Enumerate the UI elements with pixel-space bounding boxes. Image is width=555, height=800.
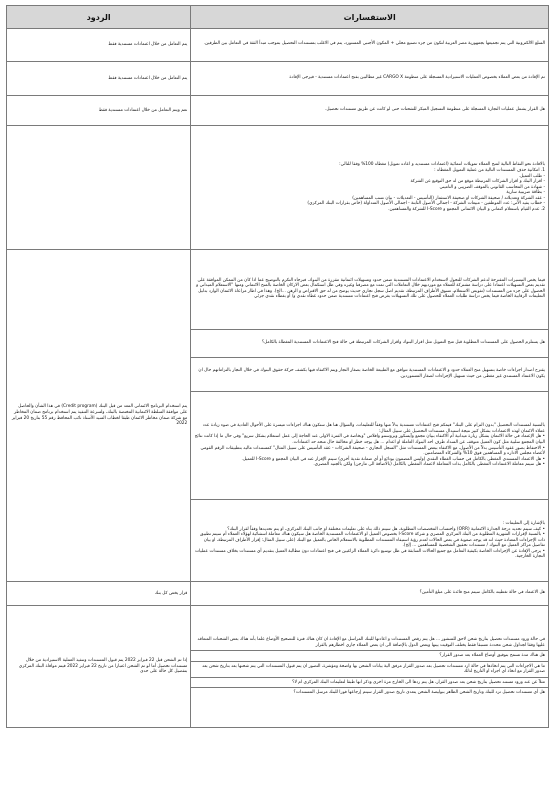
table-row [7, 96, 549, 126]
answer-cell: يتم التعامل من خلال اعتمادات مستندية فقط [7, 62, 191, 96]
question-cell [191, 582, 549, 606]
table-row [7, 606, 549, 728]
question-text: 2. عدم القيام باستعلام ائتماني و البيان الائتماني المجمع و I-Score للشركة والمساهمين. [388, 207, 545, 213]
question-cell [191, 96, 549, 126]
question-cell [191, 392, 549, 500]
question-text: هل الاعتماد في حالة تغطيته بالكامل سيتم منح فائدة على مبلغ التأمين؟ [419, 589, 545, 595]
table-row [7, 29, 549, 62]
question-text: • يرجى الإفادة عن الإجراءات الخاصة بكيفية التعامل مع جميع الحالات السابقة في ظل توسيع دائرة العملاء الراغبين في فتح اعتمادات دون مطالبة العميل بتقديم أي مستندات بخلاف مستندات عمليات التجارة الخارجية. [194, 548, 545, 560]
answer-cell: نعم ويتم التعامل من خلال اعتمادات مستندية فقط [7, 96, 191, 126]
question-text: هل القرار يشمل عمليات التجارة المسجلة على منظومة التسجيل المبكر للشحنات حتى لو كانت عن طريق مستندات تحصيل. [324, 106, 545, 112]
question-text: - شهادة من المحاسب القانوني بالموقف الضريبي و التاميني [439, 184, 545, 190]
question-text: هل هناك مدة تسمح بتوفيق أوضاع العملاء بعد صدور القرار؟ [191, 651, 548, 662]
question-text: هل أي مستندات تحصيل ترد للبنك وتاريخ الشحن الظاهر ببوليصة الشحن يتعدى تاريخ صدور القرار سيتم إرجاعها فورا للبنك مرسل المستندات؟ [293, 690, 545, 696]
table-row [7, 250, 549, 330]
answer-cell [7, 126, 191, 250]
answer-cell [7, 250, 191, 582]
answer-text: يتم استخدام البرنامج الائتماني المعد من قبل البنك (Credit program) في هذا الشأن والحاصل على موافقة السلطة الائتمانية المختصة بالبنك، ولسرعة التنفيذ يتم استخدام برنامج ضمان المخاطر مع شركة ضمان مخاطر الائتمان طبقا لخطاب السيد الأستاذ نائب المحافظ رقم 55 بتاريخ 20 فبراير 2022 [11, 404, 188, 427]
question-text: هل يستلزم الحصول على المستندات المطلوبة قبل منح التمويل مثل اقرار البنوك واقرار الشركات المرتبطة في حالة فتح الاعتمادات المستندية المغطاة بالكامل؟ [261, 339, 545, 345]
question-text: السلع الالكترونية التي يتم تجميعها بجمهورية مصر العربية لتكون من جزء تصنيع محلي + المكون الأجنبي المستورد، يتم في الاغلب بمستندات التحصيل بموجب مبدأ الثقة في التعامل بين الطرفين. [203, 41, 545, 47]
question-text: - عقد الشركة وتعديلاته / صحيفة الشركات او صحيفة الاستثمار (التأسيس - التعديلات - بيان نسب المساهمين) [352, 195, 545, 201]
question-cell [191, 62, 549, 96]
question-text: ما هي الاجراءات التي يتم اتخاذها في حالة ارد مستندات تحصيل بعد صدور القرار مرفق الية بيانات الشحن بها واضحة ومؤشرة، التصور ان يتم قبول المستندات التي يتم شحنها بعد بتاريخ شحن بعد صدور القرار مع اتخاذ اي اجراء او التاريخ لذلك [191, 662, 548, 678]
question-text: فيما يخص التيسيرات المقترحة لدعم الشركات للتحول لاستخدام الاعتمادات المستندية ضمن حدود وتسهيلات ائتمانية مقررة من البنوك، فبرجاء التكرم بالتوضيح عما اذا كان من الممكن الموافقة على تقديم بعض التسهيلات اعتمادا على دراسة مشتركة للعملاء مع مورديهم خلال التعاملات التي تمت مع مصرفنا وغيره وفي ظل استكمال بعض الاركان الخاصة بالمنح الائتماني ومنها "الاستعلام الميداني و الحصول على جزء من المستندات (تفويض الاستعلام، تسوق الأطراف المرتبطة، تقديم اصل سجل تجاري حديث يوضح من له حق الاقتراض و الرهن ...الخ). وهذا في اطار مراعاة الائتمان الوارد بدليل التعليمات الرقابية الخاصة فيما يخص دراسة طلبات العملاء للحصول على تلك التسهيلات بغرض فتح اعتمادات مستندية ضمن حدود غطاء نقدي و/ أو بغطاء نقدي جزئي [196, 277, 545, 300]
question-text: • الاحتفاظ بصور عقود التأسيس بدلاً من الأصول، مع الاكتفاء ببعض المستندات مثل "السجل التجاري - صحيفة الشركات - عقد التأسيس على سبيل المثال" كمستندات ماليه بتطبيقات الرقم القومي لأعضاء مجلس الاداره و المساهمين فوق 10% والشركاء المتضامنين. [200, 445, 545, 457]
questions-header: الاستفسارات [191, 6, 549, 29]
question-text: • بالنسبة لإقرارات الشهرية المطلوبة من البنك المركزي المصري و شركة I-Score بخصوص العميل او الاعتمادات المستندية الخاصة هل سيكون هناك معاملة استثنائية لهؤلاء العملاء أم سيتم تطبيق ذات الإجراءات المعتادة حيث انه قد يوجد صعوبة في بعض الحالات لعدم رؤية استيفاء المستندات المطلوبة بالاستعلام الخاص بالعميل مع البنك (على سبيل المثال: إقرار الأطراف المرتبطة، او بيان تفاصيل مراكز العميل مع البنوك / مستندات تحقيق الشخصية للمساهمين ... إلخ). [200, 532, 545, 549]
question-text: • هل الإعتماد في حالة الائتمان بشكل زيارة ميدانية أم الاكتفاء ببيان مجمع وآيسكور وبروسنتو وافلاس "وبخاصة في الفترة الاولى عند الحاجة إلى عمل استعلام بشكل سريع" وفي حال ما إذا كانت نتائج البيان المجمع سلبية مثل كون العميل متوقف عن السداد طرف احد البنوك العاملة او اعدام ... هل يوجد خطر او مخالفة حال منحه حد اعتمادات. [194, 434, 545, 445]
question-text: • هل الاعتماد المستندي المغطى بالكامل في حساب الغطاء النقدي (وليس المضمون بودائع أو أي ضمانة نقدية أخرى) سيتم الإقرار عنه في البيان المجمع و I-Score للعميل. [241, 456, 545, 462]
answers-header: الردود [7, 6, 191, 29]
table-row [7, 62, 549, 96]
question-cell [191, 500, 549, 582]
question-text: بالنسبة لمستندات التحصيل "بدون التزام على البنك" فيمكم فتح اعتمادات مستندية بدلاً منها وفقاً للتعليمات، والسؤال هنا هل ستكون هناك اجراءات ميسرة على الأحوال العادية في ضوء زيادة عدد عملاء الائتمان لهذه الاعتمادات بشكل كبير نتيجة استبدال مستندات التحصيل على سبيل المثال: [202, 423, 545, 434]
question-cell [191, 126, 549, 250]
question-cell [191, 358, 549, 392]
question-text: بالإشارة إلى التعليمات : [502, 520, 545, 526]
question-text: - طلب العميل. [518, 173, 545, 179]
question-text: بالافادة نحو النقاط التالية لمنح العملاء تمويلات انتمائية (اعتمادات مستنديه و اعاده تمويل) مغطاه 100% وفقا للتالي: [339, 162, 545, 168]
question-text: في حالة ورود مستندات تحصيل بتاريخ شحن لاحق للمنشور ... هل يتم رفض المستندات و اعادتها للبنك المراسل مع الإفادة ان كان هناك فترة للتصحيح الأوضاع علما بأنه هناك بعض الشحنات المتعاقد عليها وفقا لجداول شحن محددة مسبقا فقط يختلف التوقيت بينها وبعض الدول بالإضافة الى ان بعض العملاء جاري اخطارهم بالقرار [191, 635, 548, 651]
answer-cell: قرار يخص كل بنك [7, 582, 191, 606]
question-text: مثلاً عن عند ورود مستند تحصيل بتاريخ شحن بعد صدور القرار، هل يتم ردها الى الخارج مرة اخرى وذكر انها طبقا لتعليمات البنك المركزي ام لا؟ [191, 678, 548, 689]
question-cell [191, 29, 549, 62]
question-text: • هل سيتم معاملة الاعتمادات المغطى بالكامل بذات المعاملة لاعتماد المغطي بالكامل (بالاضافة الى مارجن) ولكن بالجنيه المصري. [313, 462, 545, 468]
answer-cell: يتم التعامل من خلال اعتمادات مستندية فقط [7, 29, 191, 62]
qa-table [6, 5, 549, 728]
question-text: يقترح اصدار اجراءات خاصة بتسهيل منح العملاء حدود و الاعتمادات المستندية تتوافق مع الطبيعة الخاصة بصغار التجار ويتم الاكتفاء فيها بكشف حركة حقوق البنوك في خلال التجار بالتزاماتهم حال ان يكون الاعتماد المستندي غير مغطى من حيث تسهيل الإجراءات لصغار المستوردين. [198, 368, 545, 379]
table-row [7, 582, 549, 606]
question-cell [191, 606, 549, 728]
question-text: - خطاب يفيد الآتي: عدد الموظفين - مبيعات الشركة - اجمالي الأصول الثابتة - اجمالي الأصول المتداولة (خاص بقرارات البنك المركزي) [307, 201, 545, 207]
answer-cell: إذا تم الشحن قبل 22 فبراير 2022 يتم قبول المستندات وتنفيذ العملية الاستيرادية من خلال مستندات تحصيل أما لو تم الشحن اعتبارا من تاريخ 22 فبراير 2022 فيتم موافاة البنك المركزي بتفصيل كل حالة على حدى [7, 606, 191, 728]
question-text: تم الإفادة من بعض العملاء بخصوص العمليات الاستيرادية المسجلة على منظومة CARGO X غير مطالبين بفتح اعتمادات مستندية - فيرجى الإفادة [289, 74, 545, 80]
table-row [7, 126, 549, 250]
question-text: - اقرار البنك و اقرار الشركات المرتبطة موقع من له حق التوقيع عن الشركة [410, 179, 545, 185]
question-cell [191, 250, 549, 330]
question-text: - بطاقة ضريبية سارية [506, 190, 545, 196]
question-cell [191, 330, 549, 358]
question-text: • كيف سيتم تحديد درجة الجدارة الائتمانية (ORR) واحتساب المخصصات المطلوبة، هل سيتم ذلك بناء على تعليمات مختلفة او جانب البنك المركزي، او يتم تحديدها وفقاً لقرار البنك؟ [227, 526, 545, 532]
header-row [7, 6, 549, 29]
question-text: 1. امكانية حذف المستندات التالية من عملية التمويل المغطاه : [434, 167, 545, 173]
